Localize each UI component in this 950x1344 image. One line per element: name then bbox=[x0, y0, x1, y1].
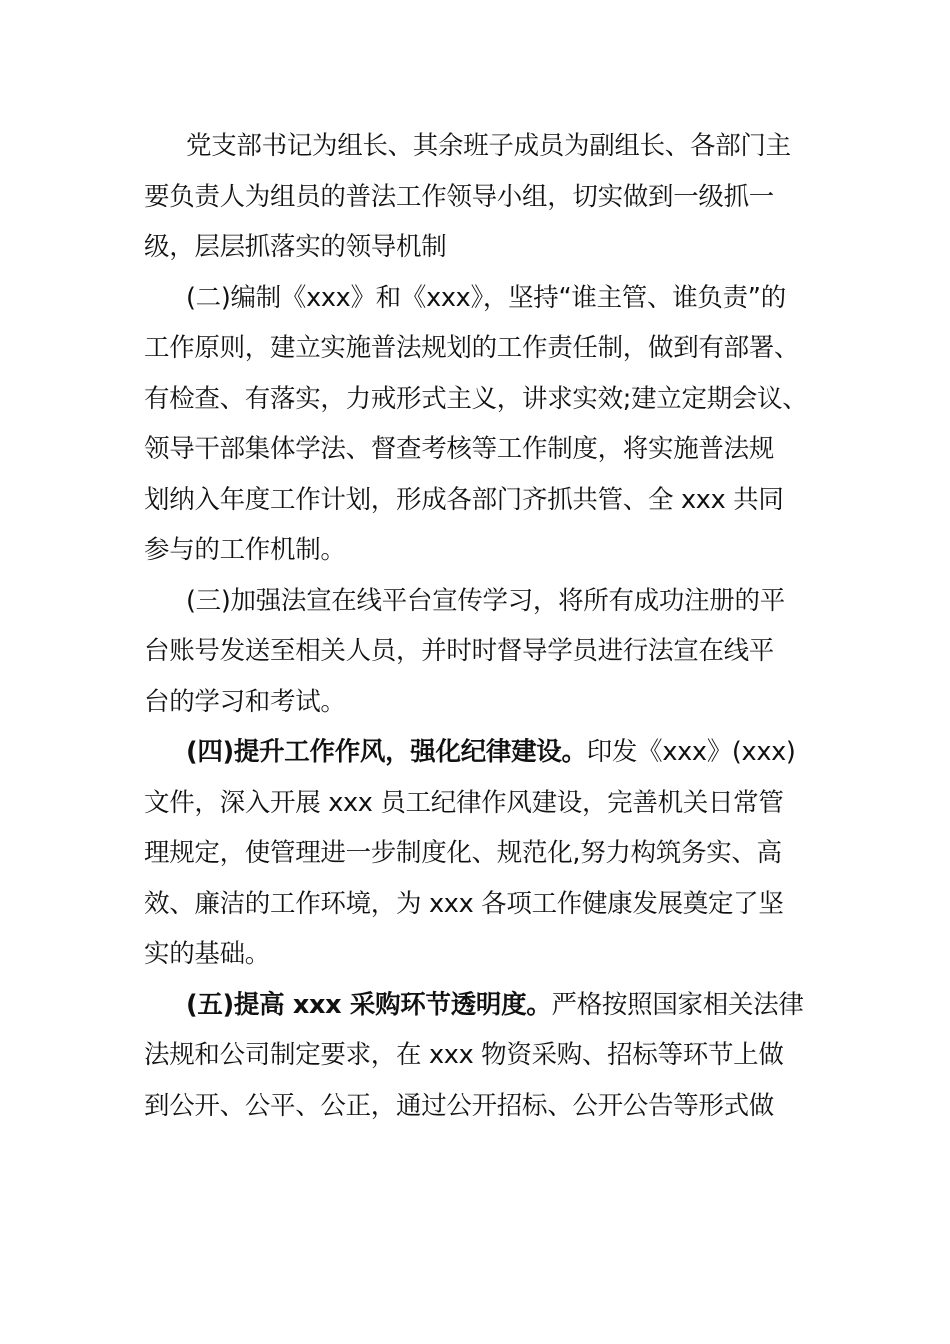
text-line: 实的基础。 bbox=[144, 939, 271, 969]
text-line: 效、廉洁的工作环境，为 xxx 各项工作健康发展奠定了坚 bbox=[144, 888, 784, 919]
paragraph-leadership-group bbox=[144, 121, 809, 273]
text-line: 工作原则，建立实施普法规划的工作责任制，做到有部署、 bbox=[144, 333, 800, 363]
document-body bbox=[144, 121, 809, 1131]
text-line: 参与的工作机制。 bbox=[144, 535, 346, 565]
text-line: 法规和公司制定要求，在 xxx 物资采购、招标等环节上做 bbox=[144, 1040, 784, 1070]
text-run: 严格按照国家相关法律 bbox=[551, 989, 804, 1020]
text-line: (三)加强法宣在线平台宣传学习，将所有成功注册的平 bbox=[186, 585, 785, 616]
paragraph-section-2 bbox=[144, 273, 809, 576]
text-line: 领导干部集体学法、督查考核等工作制度，将实施普法规 bbox=[144, 434, 775, 464]
text-line: 台的学习和考试。 bbox=[144, 686, 346, 717]
text-line: 有检查、有落实，力戒形式主义，讲求实效;建立定期会议、 bbox=[144, 383, 808, 414]
text-line bbox=[144, 980, 809, 1031]
section-heading: (五)提高 xxx 采购环节透明度。 bbox=[186, 989, 552, 1020]
text-line: 级，层层抓落实的领导机制 bbox=[144, 232, 447, 262]
text-line bbox=[144, 727, 809, 778]
text-run: 印发《xxx》(xxx) bbox=[586, 737, 796, 767]
text-line: 理规定，使管理进一步制度化、规范化,努力构筑务实、高 bbox=[144, 838, 782, 868]
section-heading: (四)提升工作作风，强化纪律建设。 bbox=[186, 737, 587, 767]
text-line: 要负责人为组员的普法工作领导小组，切实做到一级抓一 bbox=[144, 181, 775, 212]
text-line: 台账号发送至相关人员，并时时督导学员进行法宣在线平 bbox=[144, 636, 775, 666]
paragraph-section-4 bbox=[144, 727, 809, 980]
text-line: 到公开、公平、公正，通过公开招标、公开公告等形式做 bbox=[144, 1090, 775, 1121]
text-line: 划纳入年度工作计划，形成各部门齐抓共管、全 xxx 共同 bbox=[144, 484, 784, 515]
paragraph-section-5 bbox=[144, 980, 809, 1132]
text-line: (二)编制《xxx》和《xxx》，坚持“谁主管、谁负责”的 bbox=[186, 282, 786, 313]
paragraph-section-3 bbox=[144, 576, 809, 728]
text-line: 党支部书记为组长、其余班子成员为副组长、各部门主 bbox=[186, 131, 791, 161]
text-line: 文件，深入开展 xxx 员工纪律作风建设，完善机关日常管 bbox=[144, 787, 784, 818]
